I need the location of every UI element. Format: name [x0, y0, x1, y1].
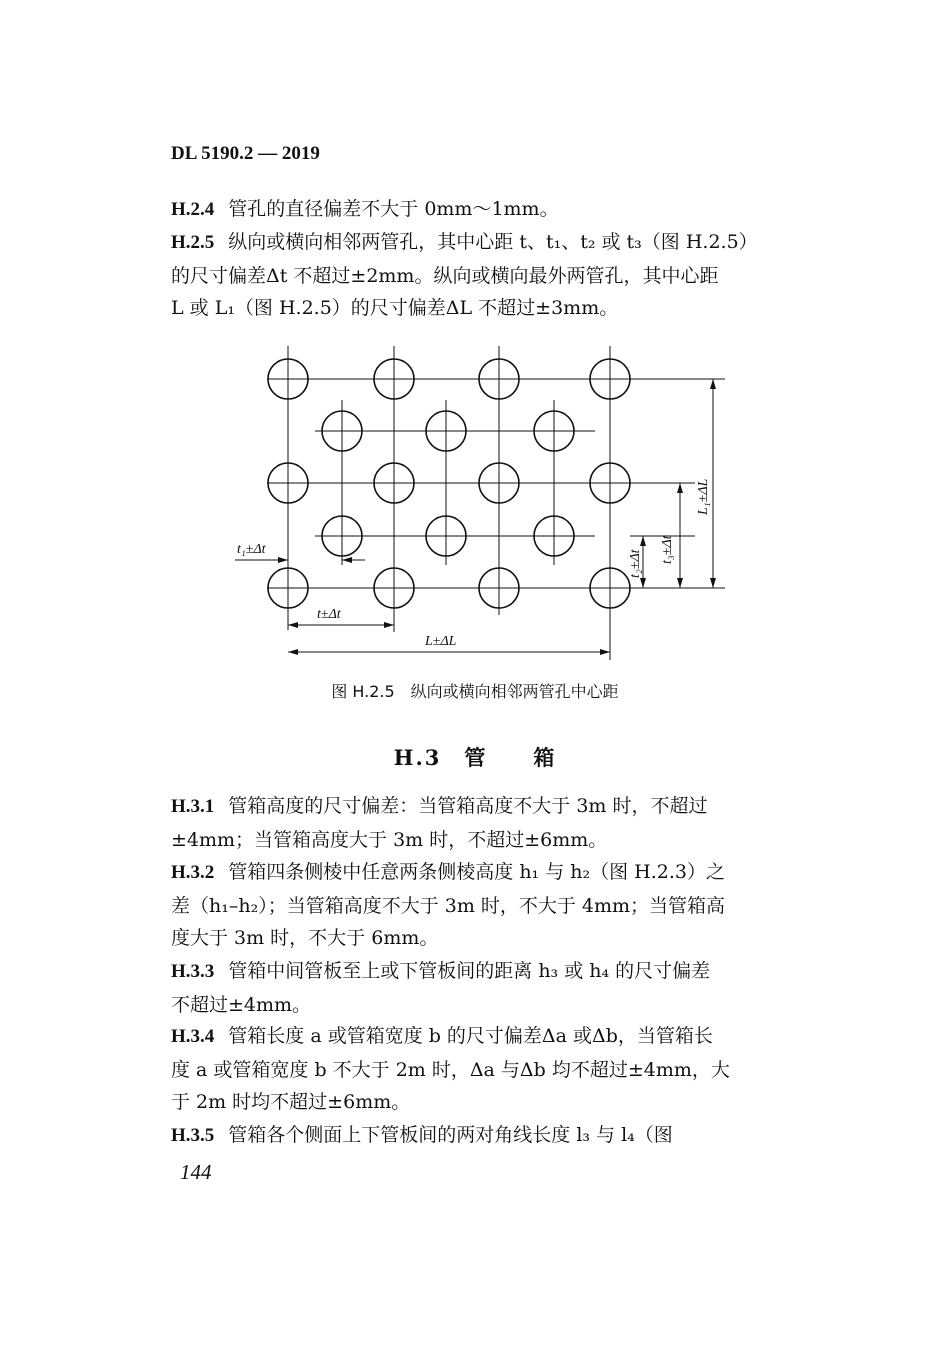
paragraph-line: 度 a 或管箱宽度 b 不大于 2m 时，Δa 与Δb 均不超过±4mm，大 [171, 1058, 730, 1081]
arrowhead [640, 536, 646, 546]
paragraph-line: 于 2m 时均不超过±6mm。 [171, 1091, 411, 1113]
paragraph-line: 管箱高度的尺寸偏差：当管箱高度不大于 3m 时，不超过 [228, 795, 708, 817]
clause-number: H.2.4 [171, 199, 215, 220]
arrowhead [710, 578, 716, 588]
clause-number: H.3.3 [171, 961, 215, 982]
section-title: H.3 管 箱 [393, 745, 557, 770]
clause-number: H.3.2 [171, 862, 215, 883]
paragraph-h-3-1 [171, 790, 801, 856]
label-t: t±Δt [317, 607, 341, 622]
document-header: DL 5190.2 — 2019 [171, 143, 320, 164]
paragraph-line: 管箱四条侧棱中任意两条侧棱高度 h₁ 与 h₂（图 H.2.3）之 [228, 861, 725, 883]
arrowhead [640, 578, 646, 588]
paragraph-h-3-2 [171, 856, 801, 955]
paragraph-line: 管孔的直径偏差不大于 0mm～1mm。 [228, 198, 559, 220]
paragraph-h-3-4 [171, 1020, 801, 1119]
paragraph-line: ±4mm；当管箱高度大于 3m 时，不超过±6mm。 [171, 828, 608, 851]
label-L: L±ΔL [425, 634, 457, 649]
clause-number: H.3.4 [171, 1026, 215, 1047]
paragraph-h-2-5 [171, 226, 801, 325]
paragraph-line: L 或 L₁（图 H.2.5）的尺寸偏差ΔL 不超过±3mm。 [171, 297, 619, 319]
arrowhead [278, 557, 288, 563]
paragraph-line: 的尺寸偏差Δt 不超过±2mm。纵向或横向最外两管孔，其中心距 [171, 264, 719, 287]
arrowhead [677, 578, 683, 588]
paragraph-line: 纵向或横向相邻两管孔，其中心距 t、t₁、t₂ 或 t₃（图 H.2.5） [228, 231, 758, 253]
label-t2: t₂±Δt [628, 549, 643, 578]
paragraph-line: 差（h₁–h₂）；当管箱高度不大于 3m 时，不大于 4mm；当管箱高 [171, 894, 726, 917]
label-L1: L₁±ΔL [696, 478, 711, 515]
clause-number: H.3.1 [171, 796, 215, 817]
paragraph-h-3-3 [171, 955, 801, 1021]
arrowhead [600, 649, 610, 655]
arrowhead [710, 379, 716, 389]
clause-number: H.3.5 [171, 1125, 215, 1146]
paragraph-line: 管箱中间管板至上或下管板间的距离 h₃ 或 h₄ 的尺寸偏差 [228, 960, 711, 982]
arrowhead [342, 557, 352, 563]
paragraph-line: 管箱各个侧面上下管板间的两对角线长度 l₃ 与 l₄（图 [228, 1124, 673, 1146]
paragraph-h-3-5 [171, 1119, 801, 1153]
paragraph-h-2-4 [171, 193, 801, 227]
page-number: 144 [180, 1160, 212, 1184]
label-t1: t₁±Δt [237, 542, 266, 557]
arrowhead [288, 649, 298, 655]
label-t3: t₃±Δt [660, 535, 675, 564]
paragraph-line: 不超过±4mm。 [171, 993, 312, 1016]
clause-number: H.2.5 [171, 232, 215, 253]
arrowhead [677, 483, 683, 493]
arrowhead [384, 622, 394, 628]
paragraph-line: 管箱长度 a 或管箱宽度 b 的尺寸偏差Δa 或Δb，当管箱长 [228, 1025, 713, 1047]
paragraph-line: 度大于 3m 时，不大于 6mm。 [171, 927, 439, 949]
arrowhead [288, 622, 298, 628]
figure-caption: 图 H.2.5 纵向或横向相邻两管孔中心距 [331, 682, 619, 701]
tube-hole-pitch-figure [225, 340, 735, 670]
